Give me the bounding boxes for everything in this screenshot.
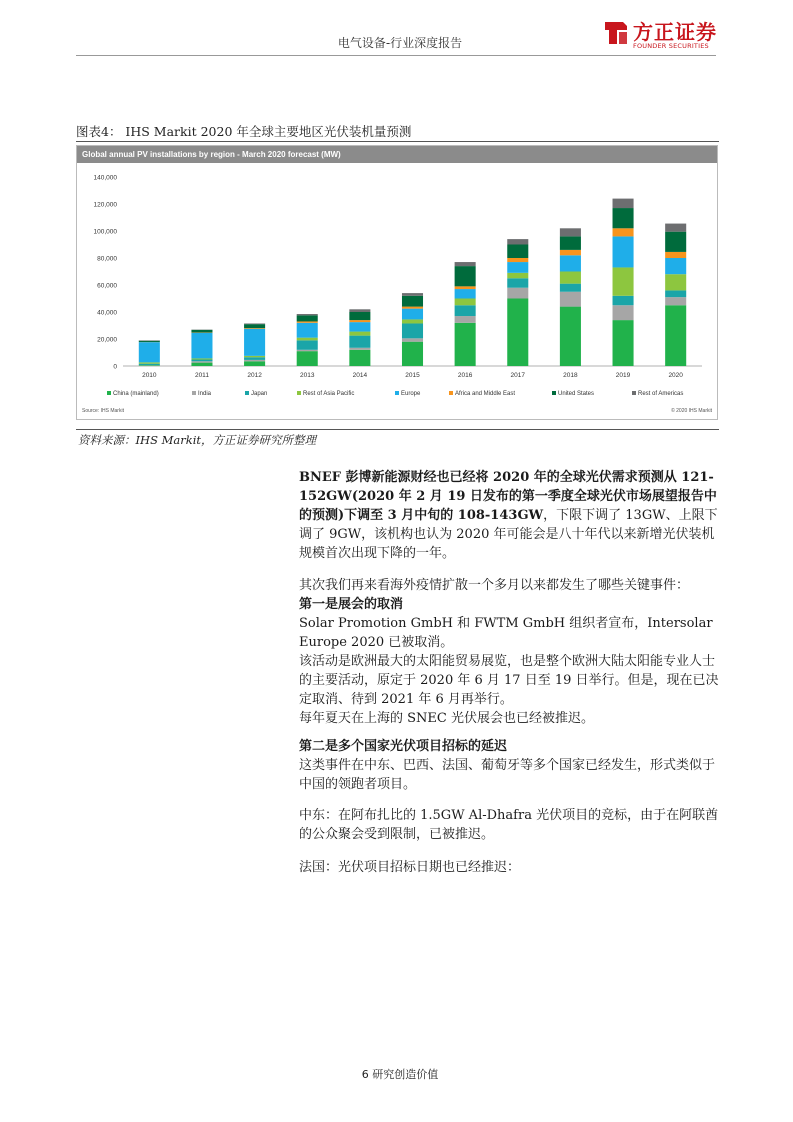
bar-segment	[139, 341, 160, 342]
bar-segment	[455, 289, 476, 298]
x-tick-label: 2015	[405, 372, 420, 379]
bar-segment	[507, 288, 528, 299]
y-tick-label: 60,000	[97, 282, 117, 290]
bar-segment	[665, 274, 686, 290]
logo-cn-text: 方正证券	[633, 20, 717, 44]
bar-segment	[455, 305, 476, 316]
y-tick-label: 0	[113, 363, 117, 371]
bar-segment	[139, 362, 160, 363]
bar-segment	[455, 299, 476, 306]
bar-segment	[665, 290, 686, 297]
heading-tender-delay: 第二是多个国家光伏项目招标的延迟	[299, 739, 508, 754]
bar-segment	[297, 350, 318, 351]
chart-container	[76, 145, 718, 420]
bar-segment	[507, 239, 528, 244]
legend-swatch	[297, 391, 301, 395]
bar-segment	[402, 309, 423, 320]
bar-segment	[455, 323, 476, 366]
bar-segment	[613, 305, 634, 320]
bar-segment	[507, 258, 528, 262]
bar-segment	[297, 338, 318, 341]
bnef-rest-text: ，下限下调了 13GW、上限下调了 9GW，该机构也认为 2020 年可能会是八十年代以来新增光伏装机规模首次出现下降的一年。	[299, 508, 718, 561]
bar-segment	[297, 340, 318, 349]
x-tick-label: 2017	[510, 372, 526, 379]
bar-segment	[613, 208, 634, 228]
header-rule	[76, 55, 716, 56]
x-tick-label: 2010	[142, 372, 157, 379]
bar-segment	[455, 286, 476, 289]
x-tick-label: 2019	[615, 372, 631, 379]
y-tick-label: 20,000	[97, 336, 117, 344]
bar-segment	[139, 364, 160, 365]
bar-segment	[191, 330, 212, 333]
y-tick-label: 120,000	[93, 201, 117, 209]
paragraph-intersolar: Solar Promotion GmbH 和 FWTM GmbH 组织者宣布，Intersolar Europe 2020 已被取消。	[299, 616, 713, 650]
legend-label: India	[198, 391, 212, 397]
paragraph-event-detail: 该活动是欧洲最大的太阳能贸易展览，也是整个欧洲大陆太阳能专业人士的主要活动，原定于 2020 年 6 月 17 日至 19 日举行。但是，现在已决定取消、待到 2021 年 6 月再举行。	[299, 654, 719, 707]
bar-segment	[665, 232, 686, 252]
bar-segment	[297, 321, 318, 322]
bar-segment	[665, 224, 686, 232]
y-tick-label: 40,000	[97, 309, 117, 317]
legend-swatch	[449, 391, 453, 395]
legend-label: Africa and Middle East	[455, 391, 516, 397]
bar-segment	[402, 319, 423, 323]
paragraph-tender-countries: 这类事件在中东、巴西、法国、葡萄牙等多个国家已经发生，形式类似于中国的领跑者项目。	[299, 758, 716, 792]
bar-segment	[349, 350, 370, 366]
bar-segment	[402, 338, 423, 341]
bar-segment	[191, 333, 212, 359]
legend-label: Rest of Asia Pacific	[303, 391, 355, 397]
bar-segment	[244, 360, 265, 361]
chart-copyright: © 2020 IHS Markit	[671, 408, 712, 414]
legend-swatch	[192, 391, 196, 395]
bar-segment	[402, 342, 423, 366]
paragraph-snec: 每年夏天在上海的 SNEC 光伏展会也已经被推迟。	[299, 711, 594, 726]
bar-segment	[244, 357, 265, 360]
figure-top-rule	[76, 141, 719, 142]
bar-segment	[349, 309, 370, 312]
bar-segment	[665, 252, 686, 258]
section-tenders	[299, 737, 719, 794]
bar-segment	[507, 278, 528, 287]
bar-segment	[613, 236, 634, 267]
x-tick-label: 2018	[563, 372, 578, 379]
paragraph-france: 法国：光伏项目招标日期也已经推迟：	[299, 860, 521, 875]
bar-segment	[613, 228, 634, 236]
x-tick-label: 2020	[668, 372, 683, 379]
bar-segment	[507, 273, 528, 278]
bar-segment	[613, 199, 634, 208]
legend-label: Europe	[401, 391, 421, 397]
paragraph-france-block	[299, 858, 719, 877]
stacked-bar-chart	[77, 163, 717, 406]
bar-segment	[139, 342, 160, 362]
bar-segment	[455, 266, 476, 286]
bar-segment	[455, 262, 476, 266]
y-tick-label: 100,000	[93, 228, 117, 236]
bar-segment	[560, 236, 581, 250]
legend-swatch	[395, 391, 399, 395]
bar-segment	[244, 361, 265, 366]
x-tick-label: 2014	[352, 372, 368, 379]
legend-swatch	[552, 391, 556, 395]
y-tick-label: 140,000	[93, 174, 117, 182]
y-tick-label: 80,000	[97, 255, 117, 263]
bar-segment	[349, 320, 370, 322]
bar-segment	[244, 328, 265, 329]
bar-segment	[244, 324, 265, 328]
bar-segment	[191, 363, 212, 366]
x-tick-label: 2013	[299, 372, 315, 379]
paragraph-middle-east: 中东：在阿布扎比的 1.5GW Al-Dhafra 光伏项目的竞标，由于在阿联酋的公众聚会受到限制，已被推迟。	[299, 808, 719, 842]
bar-segment	[349, 312, 370, 320]
legend-label: United States	[558, 391, 595, 397]
bar-segment	[507, 299, 528, 367]
bar-segment	[244, 323, 265, 324]
bar-segment	[560, 272, 581, 284]
bar-segment	[560, 292, 581, 307]
bar-segment	[297, 315, 318, 321]
legend-swatch	[632, 391, 636, 395]
bar-segment	[560, 228, 581, 236]
founder-logo-icon	[603, 18, 629, 48]
bar-segment	[349, 332, 370, 336]
bar-segment	[613, 296, 634, 305]
legend-label: Japan	[251, 391, 268, 397]
x-tick-label: 2012	[247, 372, 262, 379]
x-tick-label: 2011	[194, 372, 209, 379]
chart-source-note: Source: IHS Markit	[82, 408, 124, 414]
founder-securities-logo	[603, 16, 733, 52]
paragraph-middle-east-block	[299, 806, 719, 844]
bar-segment	[402, 296, 423, 307]
bar-segment	[349, 322, 370, 331]
bar-segment	[244, 356, 265, 357]
bar-segment	[191, 361, 212, 362]
figure-caption: 图表4： IHS Markit 2020 年全球主要地区光伏装机量预测	[76, 124, 412, 139]
bar-segment	[665, 305, 686, 366]
logo-en-text: FOUNDER SECURITIES	[633, 42, 709, 50]
bar-segment	[349, 336, 370, 348]
paragraph-bnef	[299, 468, 719, 563]
bar-segment	[507, 245, 528, 259]
bar-segment	[455, 316, 476, 323]
legend-label: China (mainland)	[113, 391, 159, 397]
page-footer: 6 研究创造价值	[361, 1068, 439, 1081]
bnef-bold-text: BNEF 彭博新能源财经也已经将 2020 年的全球光伏需求预测从 121-152GW(2020 年 2 月 19 日发布的第一季度全球光伏市场展望报告中的预测)下调至 3 月中旬的 108-143GW	[299, 470, 717, 523]
paragraph-intro: 其次我们再来看海外疫情扩散一个多月以来都发生了哪些关键事件：	[299, 578, 690, 593]
bar-segment	[507, 262, 528, 273]
bar-segment	[297, 314, 318, 315]
bar-segment	[560, 255, 581, 271]
chart-title: Global annual PV installations by region - March 2020 forecast (MW)	[77, 146, 717, 163]
figure-source: 资料来源：IHS Markit，方正证券研究所整理	[78, 433, 316, 447]
header-title: 电气设备-行业深度报告	[337, 36, 463, 50]
bar-segment	[402, 307, 423, 309]
bar-segment	[139, 365, 160, 366]
x-tick-label: 2016	[457, 372, 473, 379]
source-rule	[76, 429, 719, 430]
bar-segment	[349, 348, 370, 350]
bar-segment	[665, 297, 686, 305]
legend-label: Rest of Americas	[638, 391, 684, 397]
bar-segment	[244, 329, 265, 356]
legend-swatch	[107, 391, 111, 395]
bar-segment	[402, 293, 423, 296]
bar-segment	[191, 360, 212, 362]
section-events	[299, 576, 719, 728]
bar-segment	[297, 323, 318, 338]
bar-segment	[297, 351, 318, 366]
bar-segment	[560, 250, 581, 255]
heading-exhibition-cancel: 第一是展会的取消	[299, 597, 404, 612]
bar-segment	[613, 267, 634, 295]
bar-segment	[665, 258, 686, 274]
bar-segment	[613, 320, 634, 366]
legend-swatch	[245, 391, 249, 395]
bar-segment	[402, 323, 423, 338]
bar-segment	[560, 284, 581, 292]
bar-segment	[560, 307, 581, 366]
bar-segment	[191, 358, 212, 359]
